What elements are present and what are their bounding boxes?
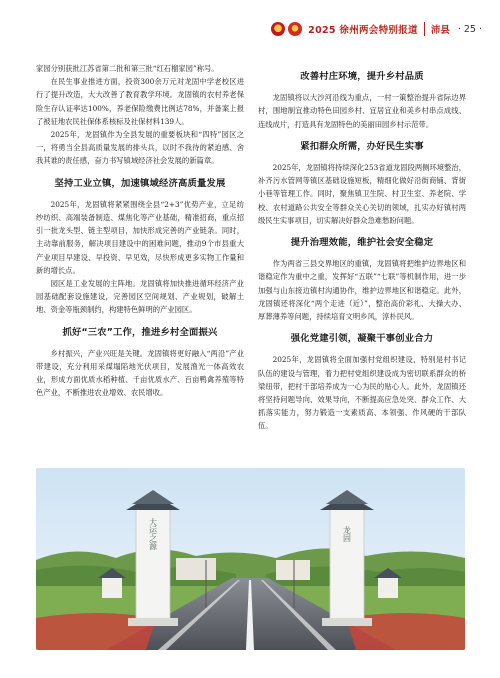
- header-title: 2025 徐州两会特别报道: [308, 25, 418, 36]
- gateway-photo: [36, 468, 465, 650]
- paragraph-industry-1: 2025年，龙固镇将紧紧围绕全县“2+3”优势产业，立足纺纱纺织、高端装备制造、煤焦化等产业基础，精准招商，重点招引一批龙头型、链主型项目，加快形成完善的产业链条。同时，主动靠前服务，解决项目建设中的困难问题，推动9个市县重大产业项目早建设、早投资、早见效，尽快形成更多实物工作量和新的增长点。: [36, 199, 244, 275]
- page-header: [271, 18, 482, 40]
- intro-paragraph: 家园分别获批江苏省第二批和第三批“红石榴家园”称号。: [36, 64, 219, 73]
- paragraph-village: 龙固镇将以大沙河沿线为重点，一村一策整治提升省际边界村，围地制宜推动特色田园乡村、宜居宜业和美乡村串点成线、连线成片，打造具有龙固特色的美丽田园乡村示范带。: [258, 93, 466, 129]
- paragraph-education: 在民生事业推进方面，投资300余万元对龙固中学老校区进行了提升改造，大大改善了教育教学环境。龙固镇的农村养老保险生存认证率达100%，养老保险缴费比例达78%，并备案上报了被征地农民社保体系核标及社保材料139人。: [36, 77, 244, 126]
- paragraph-party: 2025年，龙固镇将全面加强村党组织建设，特别是村书记队伍的建设与管理，着力把村党组织建设成为密切联系群众的桥梁纽带，把村干部培养成为一心为民的贴心人。此外，龙固镇还将坚持问题导向、效果导向，不断提高应急处突、群众工作、大抓落实能力，努力锻造一支素质高、本领强、作风硬的干部队伍。: [258, 355, 466, 431]
- section-heading-village: 改善村庄环境，提升乡村品质: [300, 71, 424, 82]
- section-heading-industry: 坚持工业立镇，加速镇域经济高质量发展: [54, 177, 226, 189]
- paragraph-industry-2: 园区是工业发展的主阵地。龙固镇将加快推进循环经济产业园基础配套设施建设，完善园区空间规划、产业规划，破解土地、资金等瓶颈制约，构建特色鲜明的产业园区。: [36, 279, 244, 315]
- header-divider: [424, 22, 425, 36]
- paragraph-2025-plan: 2025年，龙固镇作为全县发展的重要板块和“四特”园区之一，将勇当全县高质量发展的排头兵，以时不我待的紧迫感、舍我其谁的责任感，奋力书写镇域经济社会发展的新篇章。: [36, 130, 244, 166]
- paragraph-governance: 作为两省三县交界地区的重镇，龙固镇将把维护边界地区和谐稳定作为重中之重，发挥好“五联”“七联”等机制作用，进一步加强与山东接边镇村沟通协作，维护边界地区和谐稳定。此外，龙固镇还将深化“两个走进（近）”，整治高价彩礼、大操大办、厚葬薄养等问题，持续培育文明乡风，淳朴民风。: [258, 259, 466, 322]
- paragraph-rural: 乡村振兴，产业兴旺是关键。龙固镇将更好融入“两沿”产业带建设，充分利用采煤塌陷地光伏项目，发展渔光一体高效农业，形成方面优质水稻种植、千亩优质水产、百亩鸭禽养殖等特色产业，不断推进农业增效、农民增收。: [36, 348, 244, 398]
- header-emblems: [271, 22, 302, 36]
- gate-right-inscription: 龙固: [342, 526, 352, 542]
- left-column: [36, 62, 244, 400]
- gate-left-inscription: 大运之源: [148, 518, 158, 550]
- paragraph-livelihood: 2025年，龙固镇将持续深化253省道龙固段两侧环境整治，补齐污水管网等镇区基础设施短板，精细化做好沿街商铺、背街小巷等管理工作。同时，聚焦镇卫生院、村卫生室、养老院、学校、农村道路公共安全等群众关心关切的领域，扎实办好镇村两级民生实事项目，切实解决好群众急难愁盼问题。: [258, 163, 466, 225]
- emblem-icon: [271, 22, 285, 36]
- section-heading-party: 强化党建引领，凝聚干事创业合力: [290, 333, 434, 345]
- section-heading-livelihood: 紧扣群众所需，办好民生实事: [300, 140, 424, 152]
- page-number: · 25 ·: [457, 23, 482, 35]
- right-column: [258, 62, 466, 433]
- header-county: 沛县: [430, 25, 450, 36]
- gateway-illustration: [36, 468, 465, 650]
- section-heading-rural: 抓好“三农”工作，推进乡村全面振兴: [62, 326, 218, 338]
- emblem-icon: [288, 22, 302, 36]
- section-heading-governance: 提升治理效能，维护社会安全稳定: [290, 237, 434, 249]
